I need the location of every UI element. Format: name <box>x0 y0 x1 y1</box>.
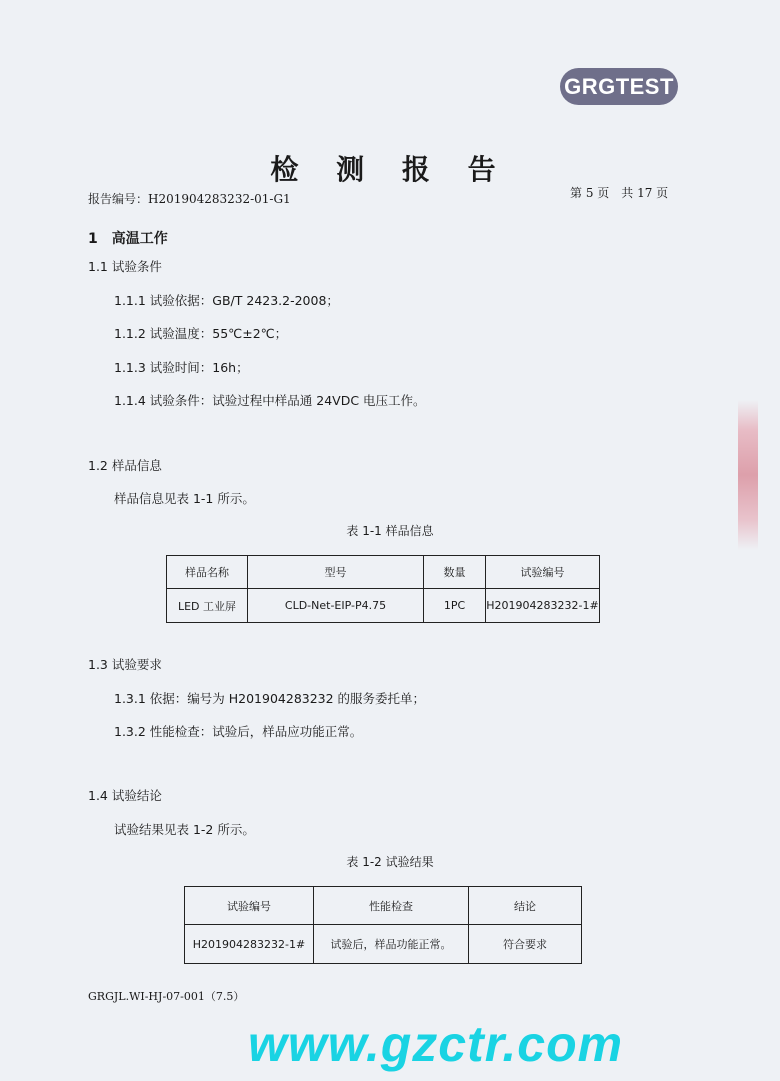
table-header-cell: 样品名称 <box>167 556 248 589</box>
section-1-heading: 1 高温工作 <box>88 231 168 247</box>
section-1-1-heading: 1.1 试验条件 <box>88 259 162 274</box>
page-info: 第 5 页 共 17 页 <box>570 186 669 200</box>
document-code: GRGJL.WI-HJ-07-001（7.5） <box>88 990 245 1003</box>
table-cell: 试验后，样品功能正常。 <box>314 925 469 964</box>
requirement-basis: 1.3.1 依据：编号为 H201904283232 的服务委托单； <box>114 691 426 706</box>
table-header-cell: 数量 <box>424 556 486 589</box>
section-1-4-heading: 1.4 试验结论 <box>88 788 162 803</box>
table-1-caption: 表 1-1 样品信息 <box>346 524 434 538</box>
table-cell: 1PC <box>424 589 486 623</box>
seal-stamp-edge <box>738 400 758 550</box>
table-header-cell: 试验编号 <box>486 556 600 589</box>
table-2-caption: 表 1-2 试验结果 <box>346 855 434 869</box>
test-basis: 1.1.1 试验依据：GB/T 2423.2-2008； <box>114 293 339 308</box>
table-cell: H201904283232-1# <box>486 589 600 623</box>
table-row <box>167 589 600 623</box>
test-result-table <box>184 886 582 964</box>
table-cell: 符合要求 <box>469 925 582 964</box>
result-text: 试验结果见表 1-2 所示。 <box>114 822 255 837</box>
test-temperature: 1.1.2 试验温度：55℃±2℃； <box>114 326 288 341</box>
website-watermark: www.gzctr.com <box>248 1016 624 1072</box>
table-header-cell: 型号 <box>248 556 424 589</box>
report-title: 检 测 报 告 <box>270 153 510 186</box>
test-condition: 1.1.4 试验条件：试验过程中样品通 24VDC 电压工作。 <box>114 393 426 408</box>
performance-check: 1.3.2 性能检查：试验后，样品应功能正常。 <box>114 724 363 739</box>
table-cell: H201904283232-1# <box>185 925 314 964</box>
table-row <box>185 925 582 964</box>
table-cell: LED 工业屏 <box>167 589 248 623</box>
table-cell: CLD-Net-EIP-P4.75 <box>248 589 424 623</box>
table-header-cell: 性能检查 <box>314 887 469 925</box>
section-1-2-heading: 1.2 样品信息 <box>88 458 162 473</box>
table-header-row <box>185 887 582 925</box>
grgtest-logo: GRGTEST <box>560 68 678 105</box>
report-number: 报告编号：H201904283232-01-G1 <box>88 192 291 206</box>
table-header-cell: 试验编号 <box>185 887 314 925</box>
sample-info-text: 样品信息见表 1-1 所示。 <box>114 491 255 506</box>
test-duration: 1.1.3 试验时间：16h； <box>114 360 249 375</box>
section-1-3-heading: 1.3 试验要求 <box>88 657 162 672</box>
table-header-cell: 结论 <box>469 887 582 925</box>
table-header-row <box>167 556 600 589</box>
sample-info-table <box>166 555 600 623</box>
